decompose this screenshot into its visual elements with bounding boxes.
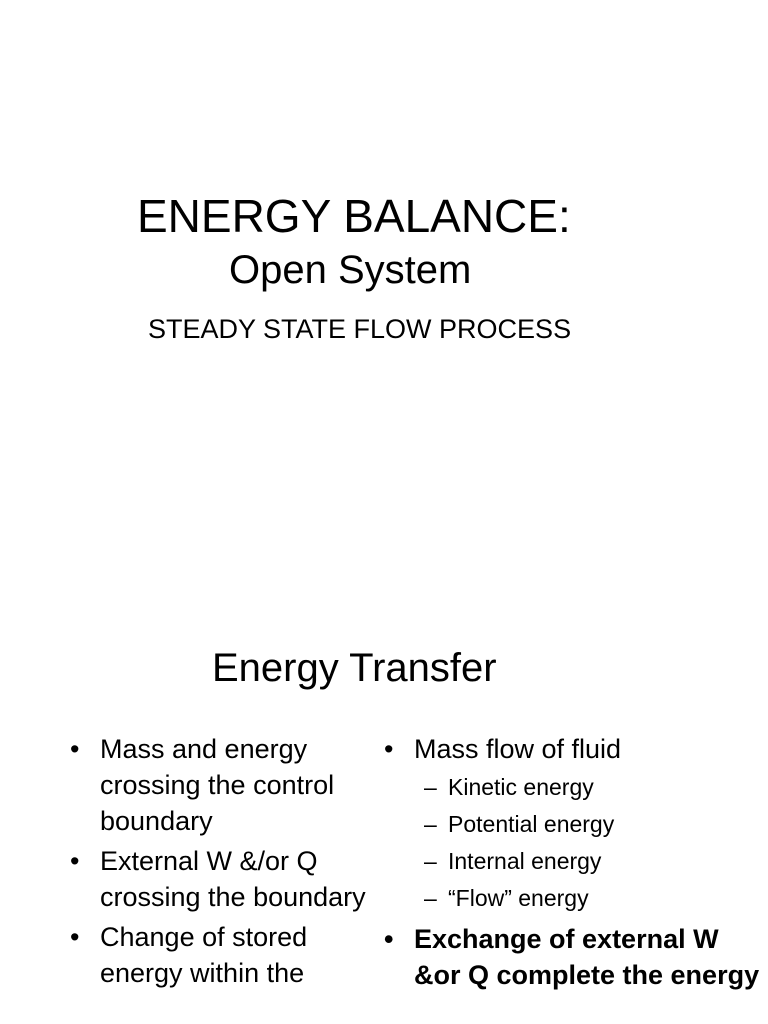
dash-glyph: – (424, 848, 437, 874)
bullet-glyph: • (384, 734, 394, 764)
sub-item-text: Potential energy (448, 811, 615, 837)
slide-energy-transfer (0, 576, 768, 1024)
energy-transfer-heading: Energy Transfer (212, 646, 497, 690)
sub-item-potential (424, 806, 768, 843)
bullet-text: Change of stored energy within the (100, 922, 308, 988)
slide-subtitle: Open System (229, 248, 472, 292)
slide-title-heading: ENERGY BALANCE: (137, 190, 571, 242)
dash-glyph: – (424, 774, 437, 800)
bullet-glyph: • (384, 924, 394, 954)
dash-glyph: – (424, 885, 437, 911)
energy-forms-list (424, 769, 768, 917)
bullet-mass-flow (384, 731, 768, 767)
sub-item-text: Kinetic energy (448, 774, 594, 800)
bullet-text: Mass flow of fluid (414, 734, 622, 764)
sub-item-internal (424, 843, 768, 880)
sub-item-text: “Flow” energy (448, 885, 589, 911)
sub-item-flow (424, 880, 768, 917)
bullet-glyph: • (70, 922, 80, 952)
process-heading: STEADY STATE FLOW PROCESS (148, 314, 572, 344)
dash-glyph: – (424, 811, 437, 837)
bullet-glyph: • (70, 846, 80, 876)
right-bullet-column (384, 731, 768, 993)
left-bullet-column (70, 731, 370, 995)
sub-item-text: Internal energy (448, 848, 602, 874)
bullet-text: Exchange of external W &or Q complete the energy (414, 924, 760, 990)
bullet-mass-energy (70, 731, 370, 839)
bullet-text: External W &/or Q crossing the boundary (100, 846, 366, 912)
sub-item-kinetic (424, 769, 768, 806)
bullet-exchange-work-heat (384, 921, 768, 993)
bullet-text: Mass and energy crossing the control boundary (100, 734, 335, 836)
bullet-stored-energy (70, 919, 370, 991)
bullet-glyph: • (70, 734, 80, 764)
bullet-external-work-heat (70, 843, 370, 915)
